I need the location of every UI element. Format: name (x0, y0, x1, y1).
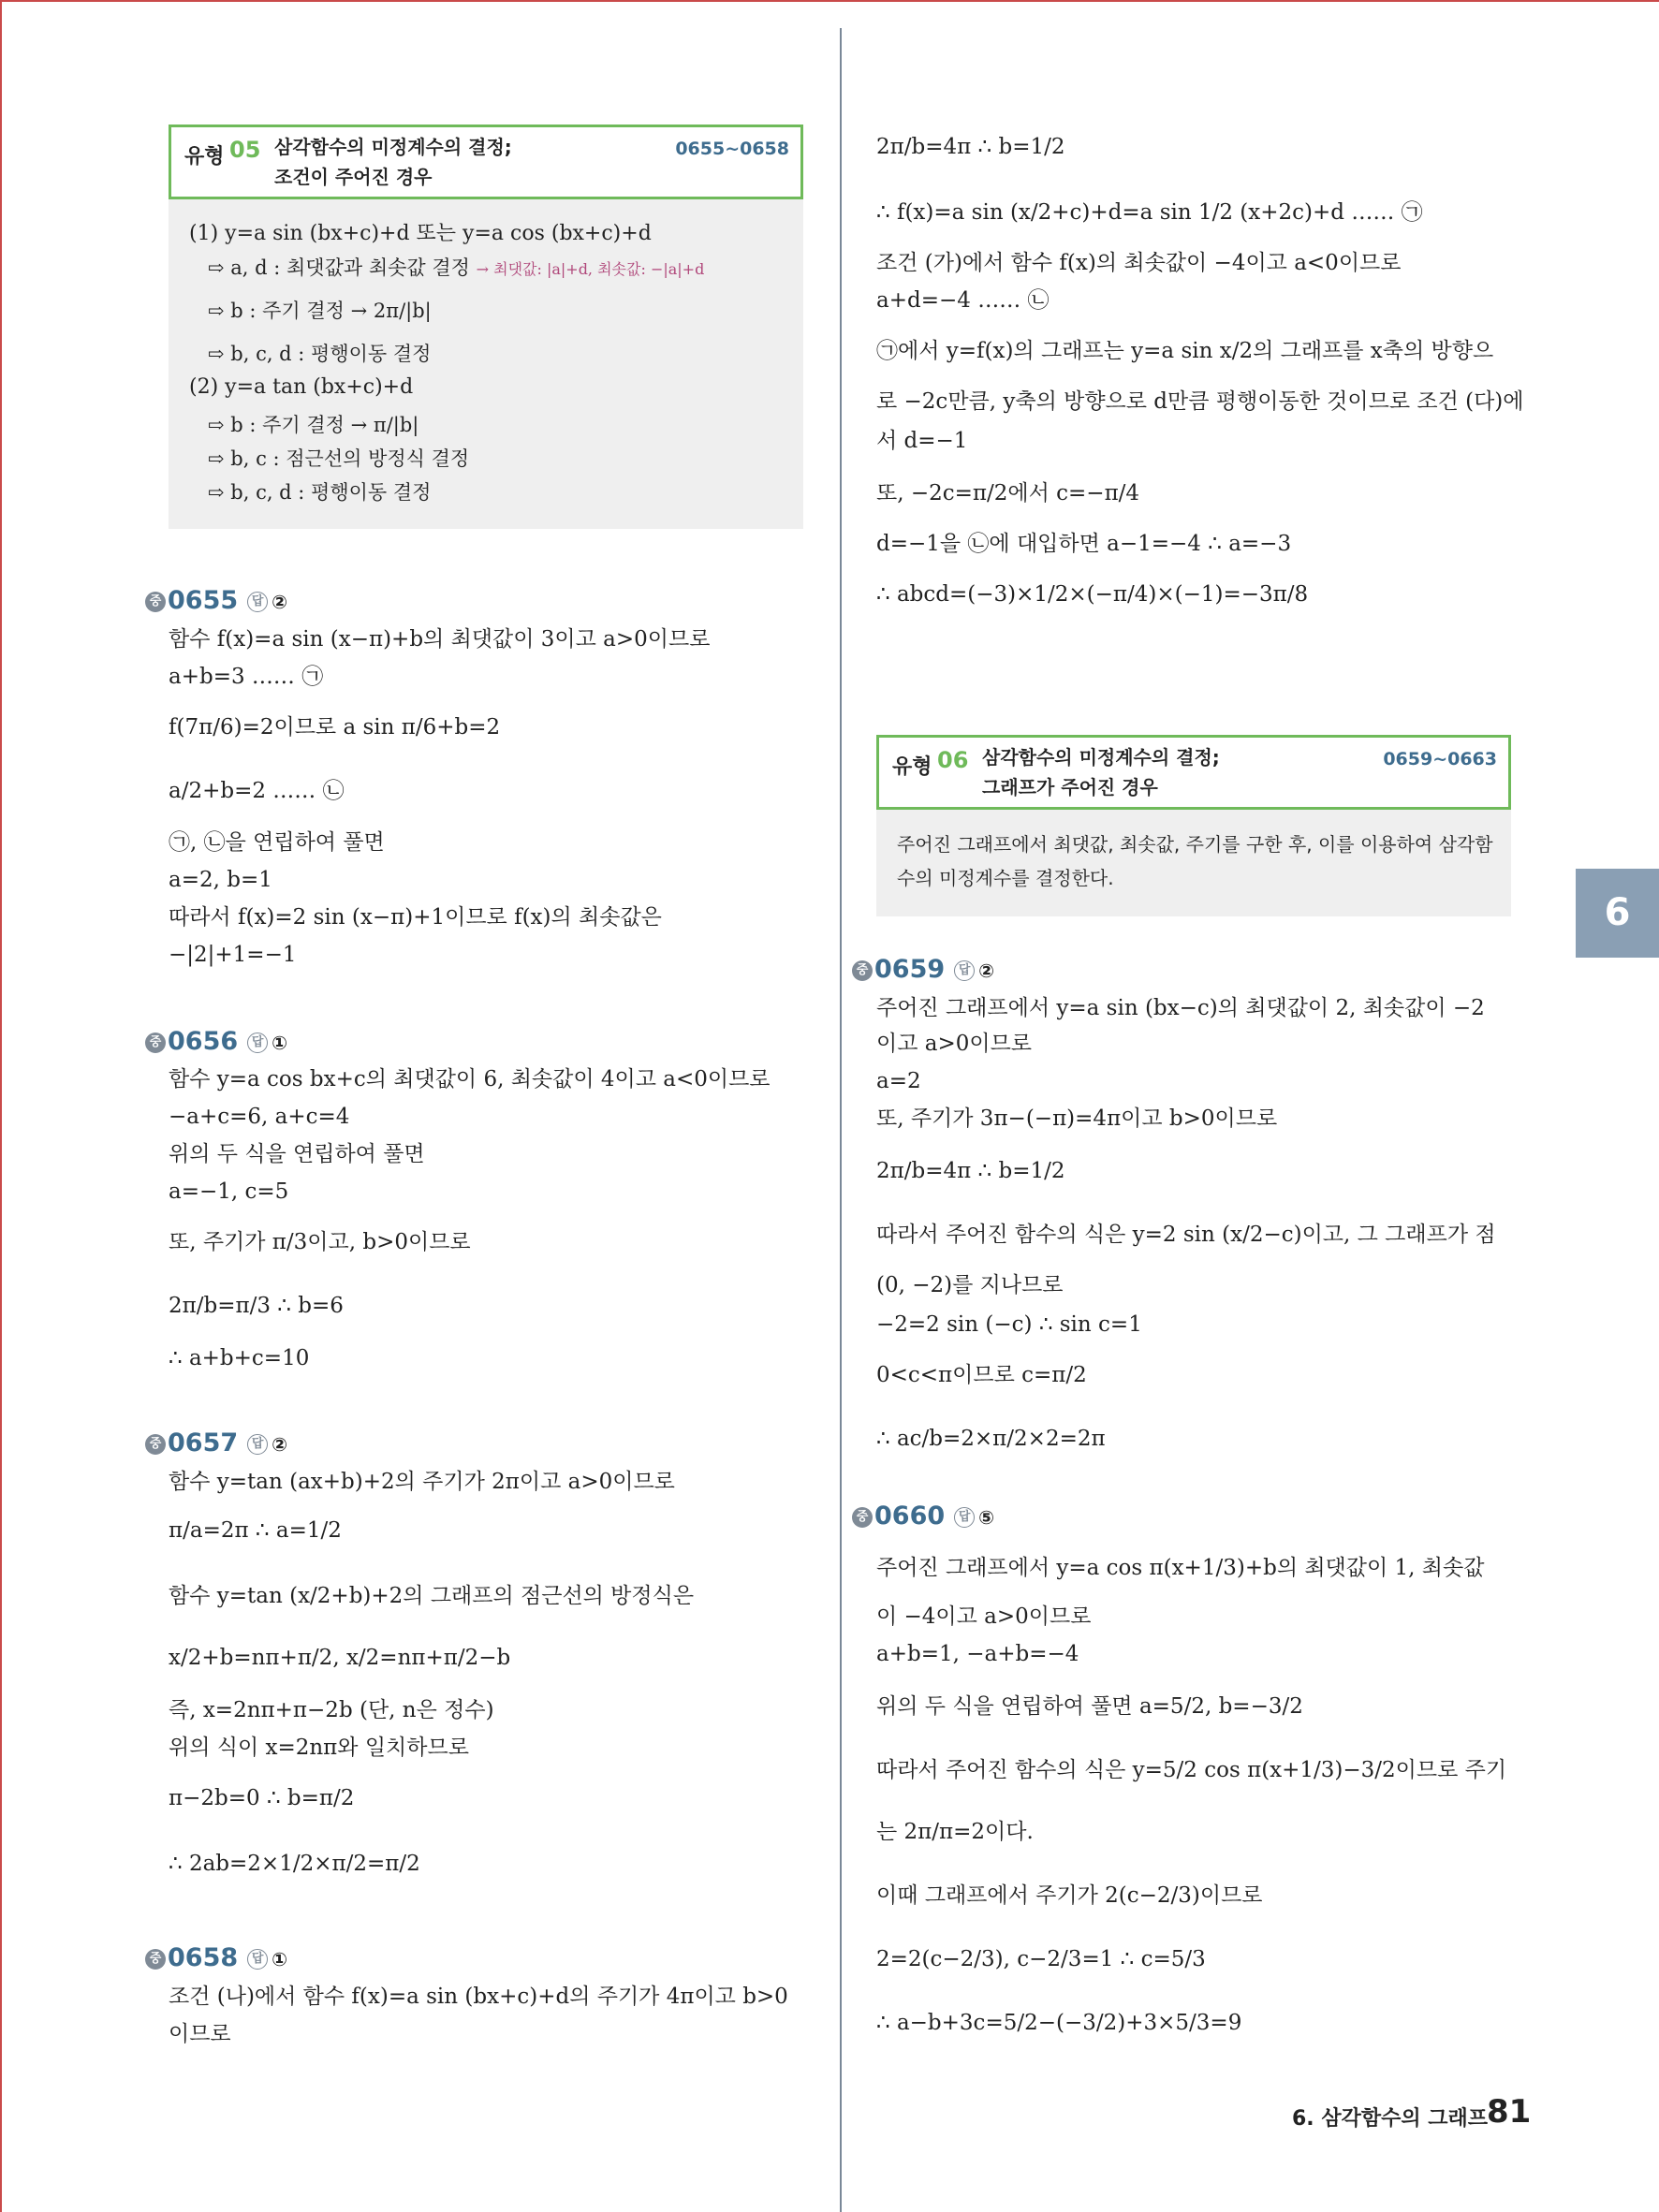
solution-line: 또, 주기가 3π−(−π)=4π이고 b>0이므로 (876, 1106, 1278, 1131)
type05-line-text: ⇨ a, d : 최댓값과 최솟값 결정 (208, 256, 470, 279)
solution-line: 이때 그래프에서 주기가 2(c−2/3)이므로 (876, 1883, 1263, 1908)
solution-line: 함수 y=tan (ax+b)+2의 주기가 2π이고 a>0이므로 (169, 1470, 675, 1494)
type05-minmax-note: → 최댓값: |a|+d, 최솟값: −|a|+d (476, 260, 705, 278)
solution-line: −2=2 sin (−c) ∴ sin c=1 (876, 1312, 1142, 1337)
solution-line: 2=2(c−2/3), c−2/3=1 ∴ c=5/3 (876, 1947, 1206, 1971)
solution-line: ㉠, ㉡을 연립하여 풀면 (169, 830, 385, 855)
type05-range: 0655~0658 (675, 139, 789, 159)
solution-line: (0, −2)를 지나므로 (876, 1273, 1064, 1297)
solution-line: a+b=1, −a+b=−4 (876, 1642, 1079, 1666)
difficulty-badge: 중 (145, 1949, 166, 1970)
answer-value: ⑤ (978, 1505, 995, 1529)
solution-line: ∴ 2ab=2×1/2×π/2=π/2 (169, 1852, 420, 1876)
solution-line: 조건 (나)에서 함수 f(x)=a sin (bx+c)+d의 주기가 4π이고 b>0 (169, 1985, 788, 2009)
problem-number: 0656 (168, 1027, 239, 1056)
solution-0656-header (145, 1027, 287, 1056)
solution-line: 위의 식이 x=2nπ와 일치하므로 (169, 1736, 469, 1760)
footer-chapter-title: 6. 삼각함수의 그래프 (1292, 2107, 1488, 2131)
solution-line: a/2+b=2 …… ㉡ (169, 779, 345, 803)
type05-line: (2) y=a tan (bx+c)+d (189, 375, 414, 399)
solution-line: −a+c=6, a+c=4 (169, 1105, 350, 1129)
solution-line: a+d=−4 …… ㉡ (876, 288, 1050, 313)
type05-title-1: 삼각함수의 미정계수의 결정; (274, 136, 512, 158)
solution-line: 위의 두 식을 연립하여 풀면 (169, 1142, 425, 1166)
difficulty-badge: 중 (145, 592, 166, 612)
solution-line: ∴ f(x)=a sin (x/2+c)+d=a sin 1/2 (x+2c)+d …… ㉠ (876, 200, 1423, 225)
type06-title-2: 그래프가 주어진 경우 (982, 776, 1158, 798)
type05-line: ⇨ b : 주기 결정 → π/|b| (208, 414, 419, 436)
problem-number: 0657 (168, 1428, 239, 1458)
answer-marker: 답 (247, 1434, 268, 1455)
answer-value: ① (272, 1947, 288, 1970)
solution-line: 또, 주기가 π/3이고, b>0이므로 (169, 1230, 471, 1254)
type06-summary-box (876, 810, 1511, 916)
solution-0658-header (145, 1943, 287, 1972)
type06-range: 0659~0663 (1383, 749, 1497, 769)
type05-line: ⇨ b, c : 점근선의 방정식 결정 (208, 447, 470, 470)
solution-line: 2π/b=4π ∴ b=1/2 (876, 135, 1065, 159)
type06-tag: 유형 (892, 755, 932, 779)
solution-line: 따라서 f(x)=2 sin (x−π)+1이므로 f(x)의 최솟값은 (169, 905, 662, 930)
solution-line: 주어진 그래프에서 y=a sin (bx−c)의 최댓값이 2, 최솟값이 −2 (876, 996, 1485, 1020)
type06-body: 수의 미정계수를 결정한다. (897, 867, 1114, 889)
page-border-left (0, 0, 2, 2212)
solution-line: d=−1을 ㉡에 대입하면 a−1=−4 ∴ a=−3 (876, 532, 1292, 556)
solution-line: 주어진 그래프에서 y=a cos π(x+1/3)+b의 최댓값이 1, 최솟값 (876, 1556, 1485, 1580)
solution-line: a=2 (876, 1069, 921, 1093)
answer-marker: 답 (247, 1949, 268, 1970)
type05-title-2: 조건이 주어진 경우 (274, 166, 433, 188)
answer-value: ② (272, 1432, 288, 1456)
solution-line: a+b=3 …… ㉠ (169, 665, 324, 689)
solution-line: 조건 (가)에서 함수 f(x)의 최솟값이 −4이고 a<0이므로 (876, 251, 1402, 275)
type05-header (169, 125, 803, 199)
solution-line: ∴ a−b+3c=5/2−(−3/2)+3×5/3=9 (876, 2011, 1242, 2035)
answer-marker: 답 (247, 592, 268, 612)
solution-line: −|2|+1=−1 (169, 943, 297, 967)
problem-number: 0659 (874, 955, 946, 984)
type06-title-1: 삼각함수의 미정계수의 결정; (982, 746, 1220, 769)
solution-0660-header (852, 1502, 994, 1531)
solution-line: 즉, x=2nπ+π−2b (단, n은 정수) (169, 1698, 494, 1722)
answer-marker: 답 (247, 1033, 268, 1053)
solution-line: a=2, b=1 (169, 868, 272, 892)
solution-line: ∴ a+b+c=10 (169, 1346, 310, 1370)
solution-line: x/2+b=nπ+π/2, x/2=nπ+π/2−b (169, 1646, 511, 1670)
solution-line: 2π/b=π/3 ∴ b=6 (169, 1294, 344, 1318)
solution-line: 이고 a>0이므로 (876, 1032, 1033, 1056)
solution-line: ∴ abcd=(−3)×1/2×(−π/4)×(−1)=−3π/8 (876, 582, 1309, 607)
solution-line: 는 2π/π=2이다. (876, 1820, 1034, 1844)
solution-line: 서 d=−1 (876, 429, 968, 453)
solution-line: ㉠에서 y=f(x)의 그래프는 y=a sin x/2의 그래프를 x축의 방향으 (876, 339, 1494, 363)
type05-line (208, 254, 704, 284)
solution-0657-header (145, 1428, 287, 1458)
type05-number: 05 (229, 137, 261, 163)
answer-value: ② (272, 590, 288, 613)
solution-line: 이므로 (169, 2022, 231, 2046)
solution-0659-header (852, 955, 994, 984)
type06-header (876, 735, 1511, 810)
type05-line: ⇨ b : 주기 결정 → 2π/|b| (208, 300, 432, 322)
solution-line: 위의 두 식을 연립하여 풀면 a=5/2, b=−3/2 (876, 1694, 1303, 1719)
solution-0655-header (145, 586, 287, 615)
column-divider (840, 28, 842, 2212)
type05-tag: 유형 (184, 145, 225, 168)
type06-number: 06 (937, 747, 969, 773)
type05-line: ⇨ b, c, d : 평행이동 결정 (208, 343, 432, 365)
solution-line: 로 −2c만큼, y축의 방향으로 d만큼 평행이동한 것이므로 조건 (다)에 (876, 389, 1524, 414)
answer-marker: 답 (954, 1507, 975, 1528)
page-number: 81 (1487, 2093, 1532, 2131)
solution-line: a=−1, c=5 (169, 1179, 289, 1204)
answer-marker: 답 (954, 960, 975, 981)
answer-value: ① (272, 1031, 288, 1054)
solution-line: ∴ ac/b=2×π/2×2=2π (876, 1427, 1106, 1451)
difficulty-badge: 중 (145, 1434, 166, 1455)
solution-line: 0<c<π이므로 c=π/2 (876, 1363, 1087, 1387)
difficulty-badge: 중 (145, 1033, 166, 1053)
solution-line: 함수 y=tan (x/2+b)+2의 그래프의 점근선의 방정식은 (169, 1584, 695, 1608)
solution-line: π/a=2π ∴ a=1/2 (169, 1518, 342, 1543)
solution-line: 따라서 주어진 함수의 식은 y=5/2 cos π(x+1/3)−3/2이므로 주기 (876, 1758, 1507, 1782)
solution-line: 함수 y=a cos bx+c의 최댓값이 6, 최솟값이 4이고 a<0이므로 (169, 1067, 771, 1091)
type05-line: (1) y=a sin (bx+c)+d 또는 y=a cos (bx+c)+d (189, 222, 652, 245)
type06-body: 주어진 그래프에서 최댓값, 최솟값, 주기를 구한 후, 이를 이용하여 삼각함 (897, 833, 1493, 856)
solution-line: 따라서 주어진 함수의 식은 y=2 sin (x/2−c)이고, 그 그래프가 점 (876, 1223, 1496, 1247)
type05-line: ⇨ b, c, d : 평행이동 결정 (208, 481, 432, 504)
problem-number: 0660 (874, 1502, 946, 1531)
solution-line: 또, −2c=π/2에서 c=−π/4 (876, 481, 1140, 505)
solution-line: π−2b=0 ∴ b=π/2 (169, 1786, 355, 1810)
page-border-top (0, 0, 1659, 2)
solution-line: 2π/b=4π ∴ b=1/2 (876, 1159, 1065, 1183)
problem-number: 0658 (168, 1943, 239, 1972)
solution-line: 함수 f(x)=a sin (x−π)+b의 최댓값이 3이고 a>0이므로 (169, 627, 711, 652)
solution-line: f(7π/6)=2이므로 a sin π/6+b=2 (169, 715, 501, 740)
answer-value: ② (978, 959, 995, 982)
difficulty-badge: 중 (852, 960, 873, 981)
solution-line: 이 −4이고 a>0이므로 (876, 1604, 1092, 1629)
type05-summary-box (169, 199, 803, 529)
chapter-tab: 6 (1576, 869, 1659, 958)
problem-number: 0655 (168, 586, 239, 615)
difficulty-badge: 중 (852, 1507, 873, 1528)
